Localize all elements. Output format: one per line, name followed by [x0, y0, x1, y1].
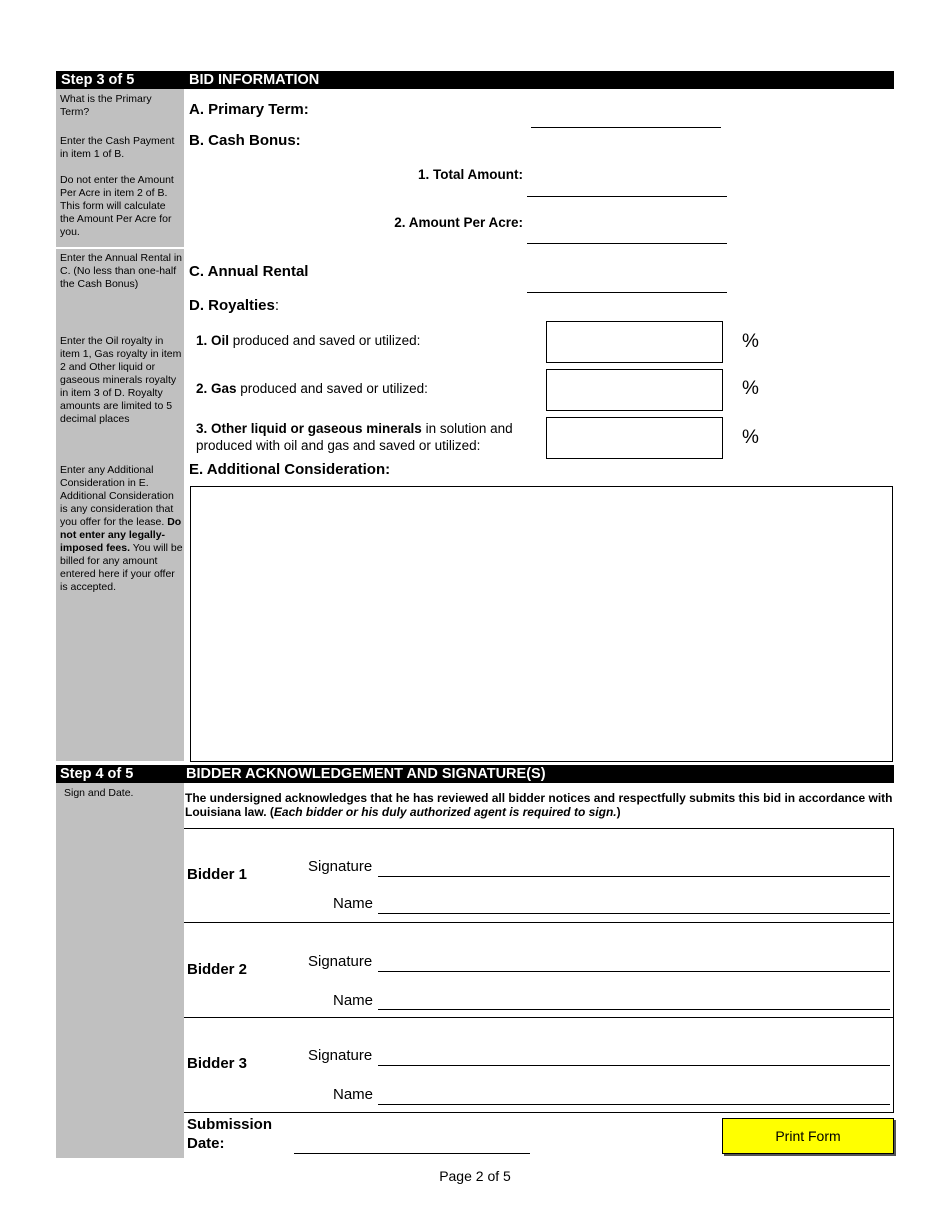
step3-header-bar: [56, 71, 894, 89]
tip-sign-and-date: Sign and Date.: [64, 787, 134, 799]
royalties-label-colon: :: [274, 297, 280, 314]
bidder-2-label: Bidder 2: [187, 961, 248, 978]
bidder-3-signature-label: Signature: [308, 1047, 373, 1064]
bidder-2-signature-input[interactable]: [378, 971, 890, 972]
bidder-1-signature-input[interactable]: [378, 876, 890, 877]
annual-rental-input[interactable]: [527, 292, 727, 293]
gas-royalty-input[interactable]: [546, 369, 723, 411]
bidder-2-signature-label: Signature: [308, 953, 373, 970]
bidder-3-label: Bidder 3: [187, 1055, 248, 1072]
other-bold: 3. Other liquid or gaseous minerals: [196, 421, 422, 436]
submission-date-input[interactable]: [294, 1153, 530, 1154]
bidder-1-name-label: Name: [333, 895, 374, 912]
royalties-label: [189, 297, 279, 314]
step4-title: BIDDER ACKNOWLEDGEMENT AND SIGNATURE(S): [186, 766, 546, 782]
cash-bonus-label: B. Cash Bonus:: [189, 132, 301, 149]
primary-term-input[interactable]: [531, 127, 721, 128]
gas-royalty-label: [196, 380, 428, 397]
gas-rest: produced and saved or utilized:: [236, 381, 428, 396]
ack-italic: Each bidder or his duly authorized agent is required to sign.: [273, 805, 617, 819]
tip-additional-text-b: You will be billed for any amount entered here if your offer is accepted.: [60, 542, 183, 593]
other-rest: in solution and produced with oil and gas and saved or utilized:: [196, 421, 513, 453]
bidder-1-signature-label: Signature: [308, 858, 373, 875]
bidder-2-name-input[interactable]: [378, 1009, 890, 1010]
oil-bold: 1. Oil: [196, 333, 230, 348]
total-amount-label: 1. Total Amount:: [418, 167, 523, 182]
tip-additional-bold: Do not enter any legally-imposed fees.: [60, 516, 182, 554]
tip-additional-consideration: [60, 464, 183, 594]
additional-consideration-label: E. Additional Consideration:: [189, 461, 391, 478]
oil-royalty-label: [196, 332, 420, 349]
additional-consideration-textarea[interactable]: [190, 486, 893, 762]
acknowledgement-text: [185, 791, 895, 819]
annual-rental-label: C. Annual Rental: [189, 263, 309, 280]
submission-label-line-2: Date:: [187, 1135, 225, 1152]
gas-bold: 2. Gas: [196, 381, 237, 396]
oil-percent-sign: %: [742, 331, 759, 352]
bidder-2-name-label: Name: [333, 992, 374, 1009]
page-footer: Page 2 of 5: [439, 1168, 511, 1184]
tip-cash-payment: Enter the Cash Payment in item 1 of B.: [60, 135, 175, 160]
print-form-button[interactable]: Print Form: [722, 1118, 894, 1154]
other-minerals-royalty-input[interactable]: [546, 417, 723, 459]
bidder-3-signature-input[interactable]: [378, 1065, 890, 1066]
royalties-label-text: D. Royalties: [189, 297, 275, 314]
signature-row-divider: [184, 1017, 894, 1018]
step3-step-label: Step 3 of 5: [61, 72, 135, 88]
total-amount-input[interactable]: [527, 196, 727, 197]
tip-amount-per-acre: Do not enter the Amount Per Acre in item 2 of B. This form will calculate the Amount Per Acre for you.: [60, 174, 174, 238]
amount-per-acre-label: 2. Amount Per Acre:: [394, 215, 523, 230]
other-percent-sign: %: [742, 427, 759, 448]
ack-text: The undersigned acknowledges that he has reviewed all bidder notices and respectfully submits this bid in accordance with Louisiana law. (: [185, 791, 893, 819]
other-minerals-royalty-label: [196, 420, 536, 454]
tip-royalties: Enter the Oil royalty in item 1, Gas royalty in item 2 and Other liquid or gaseous minerals royalty in item 3 of D. Royalty amounts are limited to 5 decimal places: [60, 335, 182, 425]
amount-per-acre-input[interactable]: [527, 243, 727, 244]
step4-step-label: Step 4 of 5: [60, 766, 134, 782]
tip-annual-rental: Enter the Annual Rental in C. (No less than one-half the Cash Bonus): [60, 252, 183, 290]
bidder-3-name-input[interactable]: [378, 1104, 890, 1105]
bidder-1-label: Bidder 1: [187, 866, 248, 883]
primary-term-label: A. Primary Term:: [189, 101, 309, 118]
bidder-3-name-label: Name: [333, 1086, 374, 1103]
tip-additional-text-a: Enter any Additional Consideration in E. Additional Consideration is any consideration that you offer for the lease.: [60, 464, 174, 528]
bidder-1-name-input[interactable]: [378, 913, 890, 914]
step4-sidebar: [56, 783, 184, 1158]
submission-label-line-1: Submission: [187, 1116, 273, 1133]
tip-primary-term: What is the Primary Term?: [60, 93, 152, 118]
oil-royalty-input[interactable]: [546, 321, 723, 363]
step3-title: BID INFORMATION: [189, 72, 320, 88]
ack-end: ): [616, 805, 621, 819]
submission-date-label: [187, 1115, 272, 1153]
oil-rest: produced and saved or utilized:: [229, 333, 421, 348]
gas-percent-sign: %: [742, 378, 759, 399]
signature-row-divider: [184, 922, 894, 923]
